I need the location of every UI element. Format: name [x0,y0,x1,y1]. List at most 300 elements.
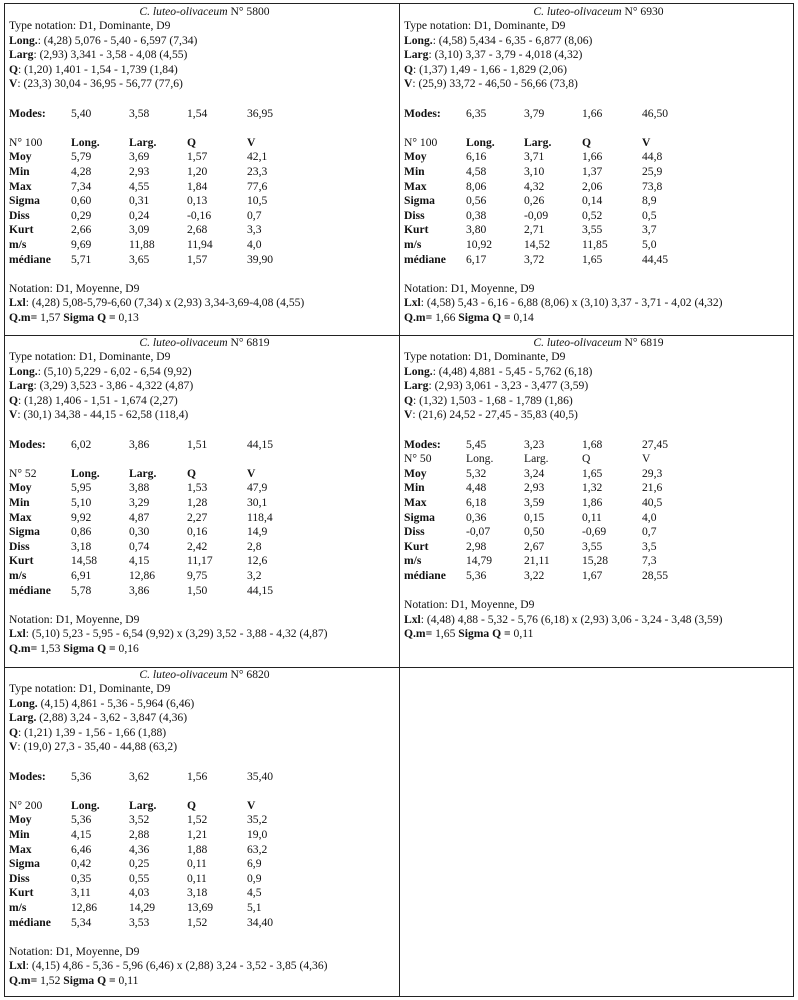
larg-line [404,48,793,63]
row-value: 6,18 [466,495,487,509]
row-value: 5,95 [71,481,92,495]
strain-number: N° 6819 [621,336,664,349]
row-label: Sigma [9,194,40,208]
row-value: 13,69 [187,900,214,914]
header-cell: Q [582,452,591,466]
lxl-label: Lxl [404,296,421,310]
modes-cell: 6,02 [71,437,92,451]
qm-value: 1,66 [432,310,459,324]
row-label: Min [9,495,30,509]
v-label: V [9,77,18,91]
row-value: 0,14 [582,194,603,208]
header-cell: Larg. [129,798,157,812]
row-value: 47,9 [247,481,268,495]
table-row [9,209,400,224]
larg-value: : (3,10) 3,37 - 3,79 - 4,018 (4,32) [428,48,583,62]
row-value: 14,79 [466,554,493,568]
notation-mean: Notation: D1, Moyenne, D9 [9,281,140,295]
larg-label: Larg [9,379,34,393]
row-label: Moy [9,481,32,495]
row-value: 2,42 [187,539,208,553]
row-value: 23,3 [247,164,268,178]
row-value: 4,5 [247,886,262,900]
row-value: 0,24 [129,208,150,222]
row-value: 7,3 [642,554,657,568]
row-value: 3,88 [129,481,150,495]
table-row [9,525,400,540]
row-value: 3,53 [129,915,150,929]
row-value: 0,55 [129,871,150,885]
sigma-q-value: 0,13 [115,310,139,324]
row-label: m/s [404,554,422,568]
strain-number: N° 6820 [227,668,270,681]
modes-cell: 36,95 [247,106,274,120]
lxl-label: Lxl [9,959,26,973]
row-value: 11,94 [187,237,213,251]
header-cell: Long. [466,135,495,149]
species-name: C. luteo-olivaceum [533,5,622,18]
row-value: 25,9 [642,164,663,178]
row-label: Diss [9,871,30,885]
modes-cell: 1,68 [582,437,603,451]
row-value: 3,72 [524,252,545,266]
row-value: -0,07 [466,525,491,539]
qm-line [9,974,400,989]
row-value: 1,32 [582,481,603,495]
row-value: 30,1 [247,495,268,509]
v-label: V [9,408,18,422]
row-value: 4,15 [129,554,150,568]
row-value: 42,1 [247,150,268,164]
row-label: Max [9,510,32,524]
row-value: 5,79 [71,150,92,164]
row-value: 5,36 [466,568,487,582]
row-value: 3,7 [642,223,657,237]
row-value: 2,67 [524,539,545,553]
row-value: 11,17 [187,554,213,568]
table-header [9,136,400,151]
row-value: 3,71 [524,150,545,164]
modes-cell: Modes: [9,437,46,451]
lxl-line [404,613,793,628]
v-line [404,408,793,423]
modes-cell: 46,50 [642,106,669,120]
row-value: 2,71 [524,223,545,237]
v-label: V [404,408,413,422]
row-value: 21,6 [642,481,663,495]
row-value: 10,5 [247,194,268,208]
row-value: 1,57 [187,150,208,164]
row-value: 2,88 [129,827,150,841]
notation-mean: Notation: D1, Moyenne, D9 [404,281,535,295]
long-line [9,697,400,712]
row-value: 63,2 [247,842,268,856]
row-value: 21,11 [524,554,550,568]
row-label: médiane [9,915,51,929]
row-value: -0,69 [582,525,607,539]
row-label: Diss [404,525,425,539]
measurement-table [4,3,794,997]
row-value: 0,5 [642,208,657,222]
table-row [9,813,400,828]
row-value: 5,36 [71,813,92,827]
larg-value: : (3,29) 3,523 - 3,86 - 4,322 (4,87) [33,379,194,393]
row-value: 0,42 [71,857,92,871]
modes-cell: Modes: [404,106,441,120]
header-cell: N° 50 [404,452,432,466]
v-line [9,408,400,423]
strain-number: N° 5800 [227,5,270,18]
row-value: 0,11 [187,857,207,871]
row-label: Max [404,179,427,193]
row-value: 3,18 [187,886,208,900]
long-value: : (5,10) 5,229 - 6,02 - 6,54 (9,92) [37,364,192,378]
modes-cell: 1,56 [187,769,208,783]
row-label: médiane [9,583,51,597]
row-value: 3,59 [524,495,545,509]
row-label: médiane [404,252,446,266]
larg-line [9,711,400,726]
table-row [404,540,793,555]
long-value: (4,15) 4,861 - 5,36 - 5,964 (6,46) [37,696,195,710]
row-label: Max [404,495,427,509]
row-value: 5,34 [71,915,92,929]
type-notation: Type notation: D1, Dominante, D9 [404,19,566,32]
modes-cell: 35,40 [247,769,274,783]
row-value: 0,7 [642,525,657,539]
row-label: Diss [9,208,30,222]
row-value: 0,38 [466,208,487,222]
qm-label: Q.m= [404,627,433,641]
row-value: 12,86 [129,568,156,582]
panel-6820 [5,667,400,996]
row-value: 8,9 [642,194,657,208]
lxl-label: Lxl [9,296,26,310]
q-value: : (1,21) 1,39 - 1,56 - 1,66 (1,88) [18,725,167,739]
table-row [9,150,400,165]
table-row [9,843,400,858]
row-value: 3,55 [582,539,603,553]
row-value: 5,71 [71,252,92,266]
row-value: 12,6 [247,554,268,568]
row-value: 2,98 [466,539,487,553]
header-cell: V [642,135,651,149]
sigma-q-label: Sigma Q = [63,641,116,655]
q-line [404,394,793,409]
row-label: Sigma [404,510,435,524]
strain-number: N° 6930 [621,5,664,18]
v-label: V [404,77,413,91]
row-value: 4,0 [642,510,657,524]
header-cell: Long. [466,452,494,466]
row-value: 0,52 [582,208,603,222]
modes-cell: 5,40 [71,106,92,120]
table-row [404,180,793,195]
row-value: 29,3 [642,466,663,480]
row-label: Diss [9,539,30,553]
row-value: 3,09 [129,223,150,237]
empty-panel [399,667,793,996]
row-label: Kurt [404,539,429,553]
row-label: Moy [404,150,427,164]
table-row [404,223,793,238]
modes-cell: Modes: [9,769,46,783]
q-label: Q [9,725,19,739]
qm-line [404,627,793,642]
qm-label: Q.m= [404,310,433,324]
type-notation: Type notation: D1, Dominante, D9 [9,19,171,32]
table-row [404,525,793,540]
larg-value: : (2,93) 3,341 - 3,58 - 4,08 (4,55) [33,48,188,62]
long-value: : (4,48) 4,881 - 5,45 - 5,762 (6,18) [432,364,593,378]
lxl-label: Lxl [404,612,421,626]
row-value: 4,15 [71,827,92,841]
row-value: 3,22 [524,568,545,582]
modes-row [9,770,400,785]
row-value: 2,27 [187,510,208,524]
row-value: 8,06 [466,179,487,193]
row-value: 0,7 [247,208,262,222]
row-label: médiane [9,252,51,266]
modes-row [9,438,400,453]
species-name: C. luteo-olivaceum [533,336,622,349]
header-cell: Q [187,466,197,480]
panel-title [404,5,793,19]
row-value: 77,6 [247,179,268,193]
row-value: -0,09 [524,208,549,222]
larg-label: Larg. [9,711,37,725]
qm-value: 1,53 [37,641,64,655]
row-value: 6,46 [71,842,92,856]
table-row [9,828,400,843]
row-label: médiane [404,568,446,582]
row-value: 19,0 [247,827,268,841]
header-cell: Q [187,798,197,812]
row-value: 4,58 [466,164,487,178]
header-cell: Larg. [524,452,549,466]
row-value: 7,34 [71,179,92,193]
long-line [404,365,793,380]
sigma-q-value: 0,16 [115,641,139,655]
row-value: 5,0 [642,237,657,251]
table-row [9,496,400,511]
header-cell: Larg. [129,466,157,480]
lxl-line [9,959,400,974]
long-label: Long. [9,33,38,47]
row-value: 4,0 [247,237,262,251]
lxl-line [9,627,400,642]
header-cell: Q [582,135,592,149]
row-value: 35,2 [247,813,268,827]
table-row [404,496,793,511]
row-value: 5,10 [71,495,92,509]
row-value: 6,9 [247,857,262,871]
row-value: 0,15 [524,510,545,524]
modes-cell: 27,45 [642,437,669,451]
table-row [404,238,793,253]
q-label: Q [9,393,19,407]
row-value: 44,8 [642,150,663,164]
table-row [404,467,793,482]
row-value: 1,53 [187,481,208,495]
panel-title [9,668,400,682]
header-cell: V [247,798,256,812]
row-value: 40,5 [642,495,663,509]
panel-title [9,336,400,350]
lxl-value: : (4,28) 5,08-5,79-6,60 (7,34) x (2,93) 3,34-3,69-4,08 (4,55) [25,296,305,310]
row-value: 5,1 [247,900,262,914]
modes-cell: 5,45 [466,437,487,451]
q-value: : (1,20) 1,401 - 1,54 - 1,739 (1,84) [18,62,178,76]
row-value: 3,55 [582,223,603,237]
row-value: 14,58 [71,554,98,568]
modes-cell: 5,36 [71,769,92,783]
lxl-value: : (5,10) 5,23 - 5,95 - 6,54 (9,92) x (3,29) 3,52 - 3,88 - 4,32 (4,87) [25,627,328,641]
modes-cell: 6,35 [466,106,487,120]
larg-line [9,379,400,394]
table-header [9,467,400,482]
qm-line [9,311,400,326]
row-value: 28,55 [642,568,669,582]
sigma-q-label: Sigma Q = [63,973,116,987]
panel-5800 [5,4,400,336]
table-row [9,481,400,496]
table-row [9,901,400,916]
row-value: 3,52 [129,813,150,827]
row-value: 1,52 [187,813,208,827]
long-line [9,34,400,49]
row-value: 1,52 [187,915,208,929]
row-value: 0,31 [129,194,150,208]
row-value: 1,37 [582,164,603,178]
header-cell: Long. [71,466,100,480]
table-row [404,209,793,224]
row-value: 1,57 [187,252,208,266]
row-value: 6,17 [466,252,487,266]
row-label: m/s [9,568,27,582]
row-value: 6,91 [71,568,92,582]
row-value: 1,50 [187,583,208,597]
row-label: Kurt [9,886,34,900]
table-header [9,799,400,814]
table-row [9,238,400,253]
larg-value: : (2,93) 3,061 - 3,23 - 3,477 (3,59) [428,379,589,393]
row-value: 9,92 [71,510,92,524]
qm-label: Q.m= [9,641,38,655]
row-value: 9,69 [71,237,92,251]
row-value: 0,11 [187,871,207,885]
table-row [9,584,400,599]
row-label: Max [9,179,32,193]
row-value: 0,16 [187,525,208,539]
q-value: : (1,37) 1,49 - 1,66 - 1,829 (2,06) [413,62,567,76]
header-cell: V [247,466,256,480]
row-label: Kurt [9,554,34,568]
row-value: 0,26 [524,194,545,208]
row-value: 10,92 [466,237,493,251]
row-value: 3,11 [71,886,91,900]
lxl-line [404,296,793,311]
q-line [404,63,793,78]
row-value: 3,86 [129,583,150,597]
lxl-value: : (4,15) 4,86 - 5,36 - 5,96 (6,46) x (2,88) 3,24 - 3,52 - 3,85 (4,36) [25,959,328,973]
table-row [9,872,400,887]
row-value: 1,65 [582,466,603,480]
q-line [9,726,400,741]
modes-cell: 3,86 [129,437,150,451]
table-row [404,150,793,165]
row-value: 3,80 [466,223,487,237]
modes-cell: 3,62 [129,769,150,783]
row-label: m/s [9,237,27,251]
row-label: Moy [9,813,32,827]
row-value: 5,32 [466,466,487,480]
row-value: 118,4 [247,510,273,524]
larg-label: Larg [404,379,429,393]
row-value: 1,67 [582,568,603,582]
long-label: Long. [9,696,38,710]
row-value: 1,86 [582,495,603,509]
qm-label: Q.m= [9,973,38,987]
row-value: 1,21 [187,827,208,841]
table-row [404,554,793,569]
row-value: 34,40 [247,915,274,929]
row-value: 1,28 [187,495,208,509]
table-row [9,569,400,584]
table-row [9,886,400,901]
row-value: 2,68 [187,223,208,237]
row-value: 15,28 [582,554,609,568]
table-header [404,136,793,151]
qm-value: 1,65 [432,627,459,641]
modes-cell: 1,66 [582,106,603,120]
row-value: 2,06 [582,179,603,193]
q-value: : (1,28) 1,406 - 1,51 - 1,674 (2,27) [18,393,178,407]
v-value: : (19,0) 27,3 - 35,40 - 44,88 (63,2) [17,740,178,754]
modes-row [404,107,793,122]
header-cell: Larg. [524,135,552,149]
row-label: Min [9,164,30,178]
row-value: 3,29 [129,495,150,509]
row-value: 4,48 [466,481,487,495]
long-line [404,34,793,49]
row-value: 14,9 [247,525,268,539]
row-label: Moy [404,466,427,480]
row-value: 1,88 [187,842,208,856]
row-value: 6,16 [466,150,487,164]
species-name: C. luteo-olivaceum [139,5,228,18]
row-value: 3,10 [524,164,545,178]
table-row [404,481,793,496]
row-value: 2,66 [71,223,92,237]
type-notation: Type notation: D1, Dominante, D9 [9,682,171,695]
sigma-q-value: 0,11 [510,627,534,641]
row-value: 0,30 [129,525,150,539]
long-label: Long. [9,364,38,378]
table-row [9,511,400,526]
panel-title [9,5,400,19]
type-notation: Type notation: D1, Dominante, D9 [404,350,566,363]
table-row [404,569,793,584]
sigma-q-value: 0,14 [510,310,534,324]
table-row [9,165,400,180]
notation-mean: Notation: D1, Moyenne, D9 [9,612,140,626]
long-value: : (4,28) 5,076 - 5,40 - 6,597 (7,34) [37,33,198,47]
row-value: 11,88 [129,237,155,251]
table-row [9,540,400,555]
row-value: 3,18 [71,539,92,553]
v-label: V [9,740,18,754]
